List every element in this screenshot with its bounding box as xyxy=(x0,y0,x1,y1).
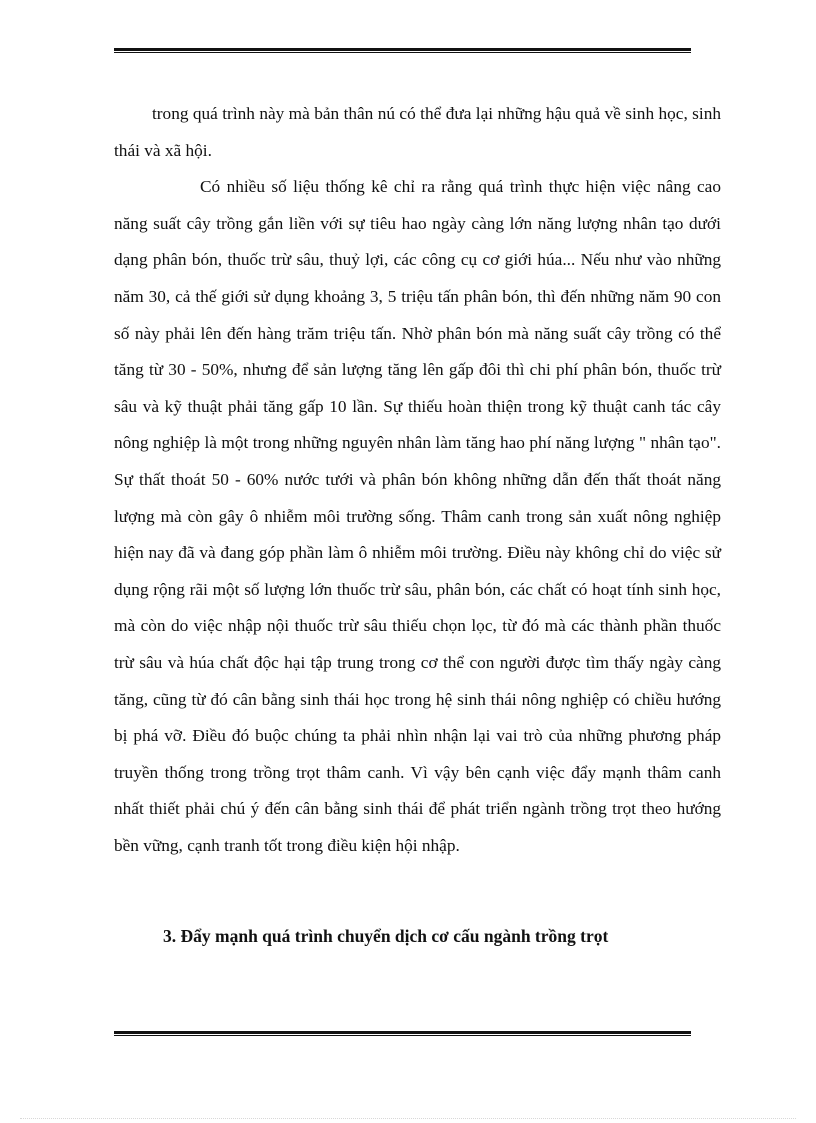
section-heading: 3. Đẩy mạnh quá trình chuyển dịch cơ cấu ngành trồng trọt xyxy=(163,926,609,946)
paragraph-continuation: trong quá trình này mà bản thân nú có thể đưa lại những hậu quả về sinh học, sinh thái và xã hội. xyxy=(114,104,721,160)
header-rule xyxy=(114,48,691,53)
document-body xyxy=(114,96,721,864)
footer-rule xyxy=(114,1031,691,1036)
paragraph-energy-inputs: Có nhiều số liệu thống kê chỉ ra rằng quá trình thực hiện việc nâng cao năng suất cây trồng gắn liền với sự tiêu hao ngày càng lớn năng lượng nhân tạo dưới dạng phân bón, thuốc trừ sâu, thuỷ lợi, các công cụ cơ giới húa... Nếu như vào những năm 30, cả thế giới sử dụng khoảng 3, 5 triệu tấn phân bón, thì đến những năm 90 con số này phải lên đến hàng trăm triệu tấn. Nhờ phân bón mà năng suất cây trồng có thể tăng từ 30 - 50%, nhưng để sản lượng tăng lên gấp đôi thì chi phí phân bón, thuốc trừ sâu và kỹ thuật phải tăng gấp 10 lần. Sự thiếu hoàn thiện trong kỹ thuật canh tác cây nông nghiệp là một trong những nguyên nhân làm tăng hao phí năng lượng " nhân tạo". Sự thất thoát 50 - 60% nước tưới và phân bón không những dẫn đến thất thoát năng lượng mà còn gây ô nhiễm môi trường sống. Thâm canh trong sản xuất nông nghiệp hiện nay đã và đang góp phần làm ô nhiễm môi trường. Điều này không chỉ do việc sử dụng rộng rãi một số lượng lớn thuốc trừ sâu, phân bón, các chất có hoạt tính sinh học, mà còn do việc nhập nội thuốc trừ sâu thiếu chọn lọc, từ đó mà các thành phần thuốc trừ sâu và húa chất độc hại tập trung trong cơ thể con người được tìm thấy ngày càng tăng, cũng từ đó cân bằng sinh thái học trong hệ sinh thái nông nghiệp có chiều hướng bị phá vỡ. Điều đó buộc chúng ta phải nhìn nhận lại vai trò của những phương pháp truyền thống trong trồng trọt thâm canh. Vì vậy bên cạnh việc đẩy mạnh thâm canh nhất thiết phải chú ý đến cân bằng sinh thái để phát triển ngành trồng trọt theo hướng bền vững, cạnh tranh tốt trong điều kiện hội nhập. xyxy=(114,177,721,855)
page-bottom-divider xyxy=(20,1118,796,1119)
